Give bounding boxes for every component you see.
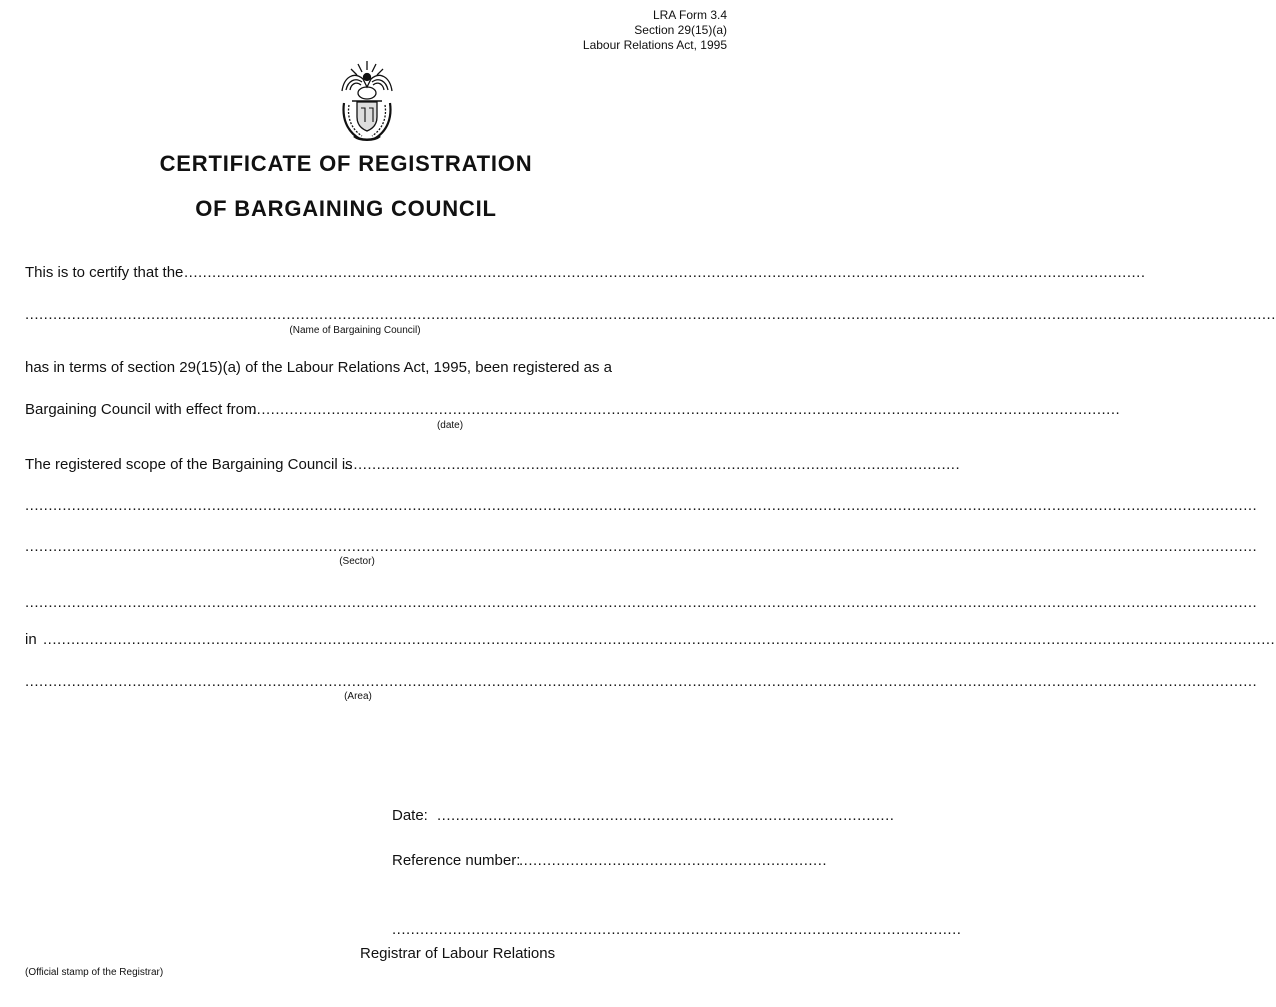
effect-prefix: Bargaining Council with effect from bbox=[25, 401, 257, 418]
area-field-2: ........................................................................................................................................................................................................................................................................ bbox=[25, 673, 1258, 690]
coat-of-arms-icon bbox=[330, 57, 404, 143]
form-number: LRA Form 3.4 bbox=[652, 8, 727, 22]
council-name-field-2: ............................................................................................................................................................................................................................................................................ bbox=[25, 306, 1276, 323]
form-reference bbox=[583, 8, 727, 53]
effect-date-field: .......................................................................................................................................................................................... bbox=[252, 401, 1121, 418]
sector-caption: (Sector) bbox=[339, 556, 375, 567]
form-act: Labour Relations Act, 1995 bbox=[582, 38, 727, 52]
official-stamp-note: (Official stamp of the Registrar) bbox=[25, 967, 164, 978]
certify-prefix: This is to certify that the bbox=[25, 264, 184, 281]
scope-field-1: .................................................................................................................................... bbox=[344, 456, 961, 473]
form-section: Section 29(15)(a) bbox=[634, 23, 727, 37]
reference-number-field: .................................................................. bbox=[519, 852, 828, 869]
certificate-title-line1: CERTIFICATE OF REGISTRATION bbox=[159, 151, 533, 176]
council-name-field-1: .............................................................................................................................................................................................................. bbox=[184, 264, 1146, 281]
certificate-title-line2: OF BARGAINING COUNCIL bbox=[195, 196, 497, 221]
area-field-1: ........................................................................................................................................................................................................................................................................ bbox=[43, 631, 1276, 648]
registrar-signature-field: .......................................................................................................................... bbox=[392, 921, 962, 938]
date-caption: (date) bbox=[436, 420, 464, 431]
scope-field-2: ........................................................................................................................................................................................................................................................................ bbox=[25, 497, 1258, 514]
in-prefix: in bbox=[25, 631, 37, 648]
date-label: Date: bbox=[392, 807, 428, 824]
name-caption: (Name of Bargaining Council) bbox=[289, 325, 421, 336]
registered-statement: has in terms of section 29(15)(a) of the Labour Relations Act, 1995, been registered as a bbox=[25, 359, 613, 376]
date-field: .................................................................................................. bbox=[437, 807, 895, 824]
area-caption: (Area) bbox=[344, 691, 372, 702]
registrar-label: Registrar of Labour Relations bbox=[360, 945, 556, 962]
scope-prefix: The registered scope of the Bargaining Council is bbox=[25, 456, 353, 473]
scope-field-3: ........................................................................................................................................................................................................................................................................ bbox=[25, 538, 1258, 555]
reference-number-label: Reference number: bbox=[392, 852, 521, 869]
scope-field-4: ........................................................................................................................................................................................................................................................................ bbox=[25, 594, 1258, 611]
